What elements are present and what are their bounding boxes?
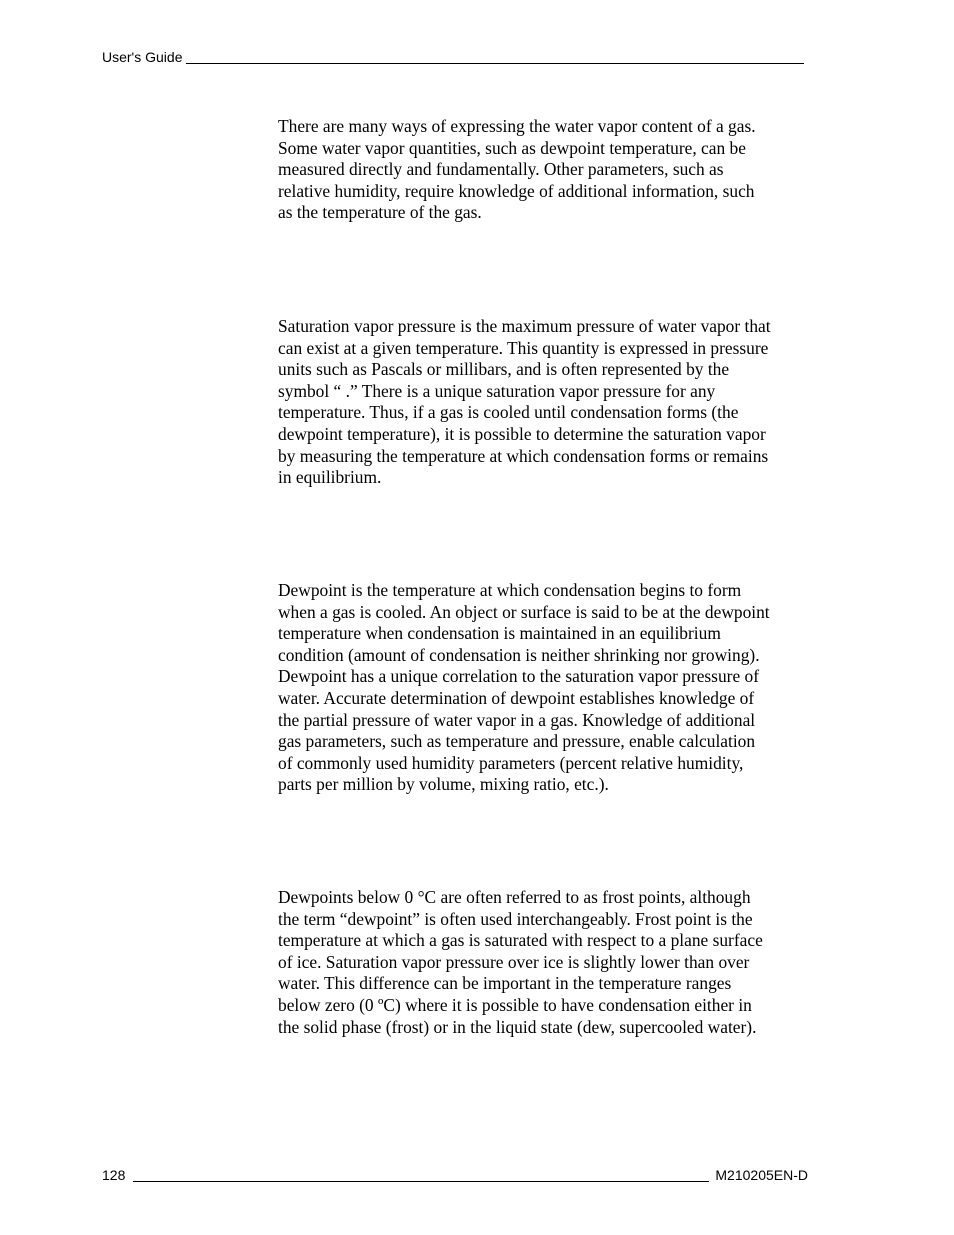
paragraph-saturation-vapor-pressure: Saturation vapor pressure is the maximum pressure of water vapor that can exist at a given temperature. This quantity is expressed in pressure units such as Pascals or millibars, and is often represented by the symbol “ .” There is a unique saturation vapor pressure for any temperature. Thus, if a gas is cooled until condensation forms (the dewpoint temperature), it is possible to determine the saturation vapor by measuring the temperature at which condensation forms or remains in equilibrium. xyxy=(278,316,771,488)
header-title: User's Guide xyxy=(102,49,183,65)
document-code: M210205EN-D xyxy=(715,1167,808,1183)
paragraph-dewpoint: Dewpoint is the temperature at which condensation begins to form when a gas is cooled. An object or surface is said to be at the dewpoint temperature when condensation is maintained in an equilibrium condition (amount of condensation is neither shrinking nor growing). Dewpoint has a unique correlation to the saturation vapor pressure of water. Accurate determination of dewpoint establishes knowledge of the partial pressure of water vapor in a gas. Knowledge of additional gas parameters, such as temperature and pressure, enable calculation of commonly used humidity parameters (percent relative humidity, parts per million by volume, mixing ratio, etc.). xyxy=(278,580,770,795)
page-number: 128 xyxy=(102,1167,126,1183)
page-header xyxy=(102,49,804,66)
header-rule xyxy=(186,63,804,64)
paragraph-water-vapor-intro: There are many ways of expressing the water vapor content of a gas. Some water vapor quantities, such as dewpoint temperature, can be measured directly and fundamentally. Other parameters, such as relative humidity, require knowledge of additional information, such as the temperature of the gas. xyxy=(278,116,756,223)
paragraph-frost-point: Dewpoints below 0 °C are often referred to as frost points, although the term “dewpoint” is often used interchangeably. Frost point is the temperature at which a gas is saturated with respect to a plane surface of ice. Saturation vapor pressure over ice is slightly lower than over water. This difference can be important in the temperature ranges below zero (0 ºC) where it is possible to have condensation either in the solid phase (frost) or in the liquid state (dew, supercooled water). xyxy=(278,887,763,1037)
page-footer xyxy=(102,1167,808,1184)
footer-rule xyxy=(133,1181,709,1182)
